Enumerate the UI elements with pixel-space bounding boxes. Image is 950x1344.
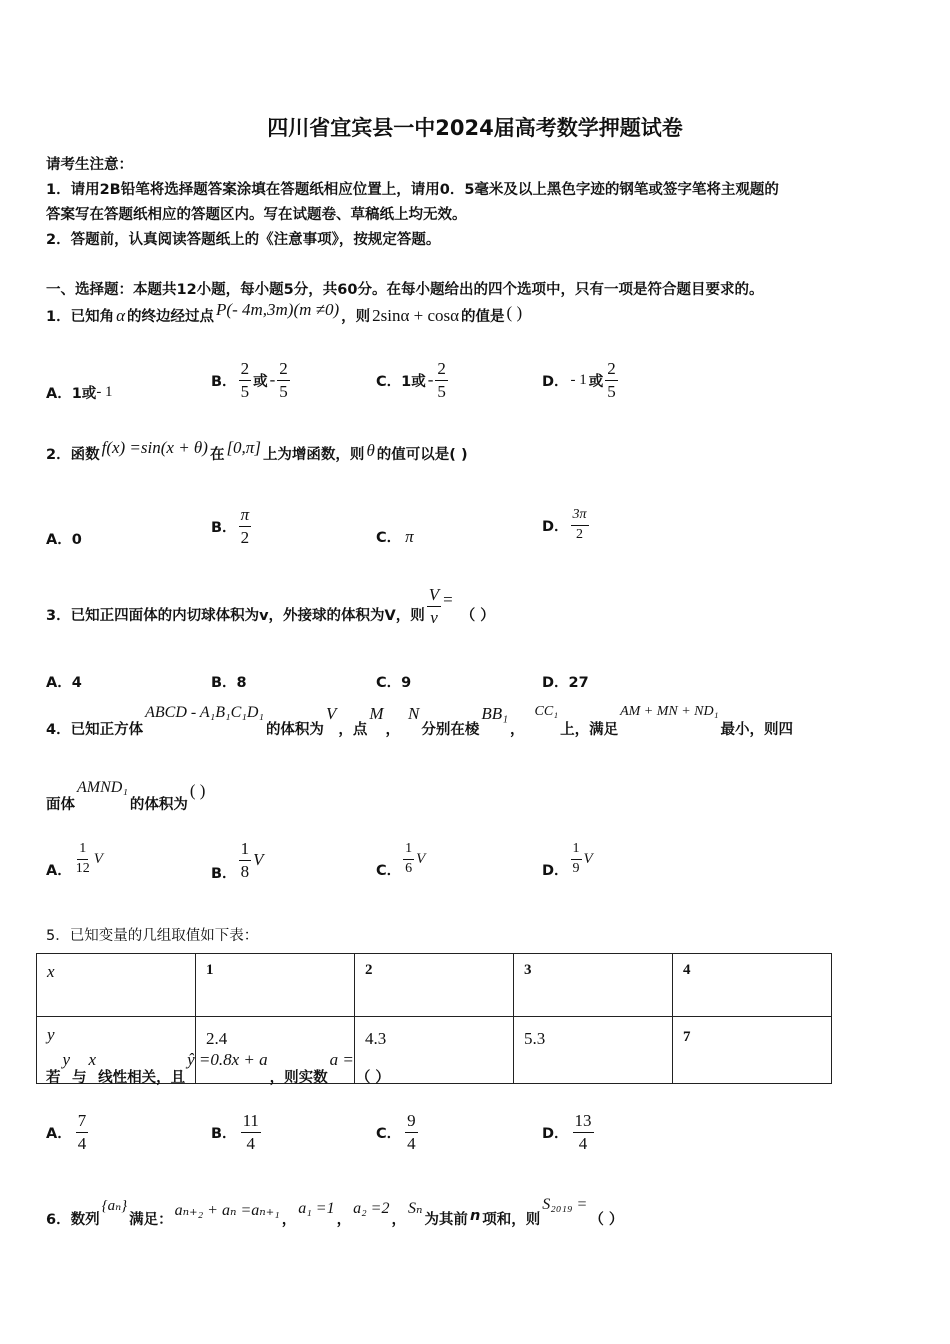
q2-option-b[interactable] [211,506,251,547]
page-title: 四川省宜宾县一中2024届高考数学押题试卷 [267,116,683,140]
q5-option-b[interactable] [211,1112,261,1153]
q1-option-d-label: D． [542,373,569,390]
q1-option-d[interactable] [542,360,618,401]
q4-text-1: 4．已知正方体 [46,722,144,738]
q5-a: a = [329,1050,354,1069]
section-heading: 一、选择题：本题共12小题，每小题5分，共60分。在每小题给出的四个选项中，只有一项是符合题目要求的。 [46,282,764,298]
q4-paren: ( ) [189,781,206,800]
q1-option-c-neg: - [427,370,434,390]
q4-text-8: 最小，则四 [720,722,794,738]
table-cell: 5.3 [514,1017,673,1084]
q5-option-c[interactable] [376,1112,418,1153]
q5-y: y [62,1050,71,1069]
q6-text-2: 满足： [129,1212,173,1228]
q2-option-c-label: C． [376,530,402,546]
q6-comma-3: ， [391,1212,406,1228]
q4-text-4: ， [385,722,400,738]
q5-text-3: 线性相关，且 [98,1070,186,1086]
q2-option-a[interactable]: A．0 [46,532,82,548]
q2-option-d-label: D． [542,518,569,535]
q1-paren: ( ) [506,302,523,322]
q2-text-2: 在 [209,447,225,463]
notice-line-2: 2．答题前，认真阅读答题纸上的《注意事项》，按规定答题。 [46,232,441,248]
q1-text-2: 的终边经过点 [127,309,215,325]
q5-x: x [88,1050,97,1069]
q3-paren: （ ） [460,607,495,624]
q4-option-a[interactable] [46,841,103,879]
q1-alpha: α [116,305,126,325]
q4-option-c-frac: $\frac{1}{6}$ [405,841,413,876]
q5-regression: ŷ =0.8x + a [187,1050,268,1069]
q2-interval: [0,π] [226,437,261,457]
q6-s2019: S₂₀₁₉ = [542,1196,588,1213]
q4-option-c-v: V [416,850,426,867]
q5-option-d-label: D． [542,1125,569,1142]
table-cell: 1 [196,954,355,1017]
q5-option-b-frac: $\frac{11}{4}$ [242,1111,259,1153]
q4-option-d-frac: $\frac{1}{9}$ [572,841,580,876]
q4-option-c[interactable] [376,841,426,879]
q5-option-a-frac: $\frac{7}{4}$ [77,1111,87,1153]
q2-option-c-value: π [405,526,414,546]
q4-text-10: 的体积为 [129,797,188,813]
q4-option-b-label: B． [211,865,237,882]
q1-option-c-label: C．1或 [376,373,426,390]
q3-option-b[interactable]: B．8 [211,675,247,691]
table-row [37,954,832,1017]
q1-option-a-label: A．1或 [46,386,97,402]
q6-sequence: {aₙ} [101,1198,128,1214]
q6-text-4: 项和，则 [482,1212,541,1228]
q6-sn: Sₙ [407,1200,423,1217]
q6-text-1: 6．数列 [46,1212,100,1228]
table-cell: 2.4 [196,1017,355,1084]
q6-comma-1: ， [281,1212,297,1228]
q5-option-d-frac: $\frac{13}{4}$ [574,1111,592,1153]
table-cell: 3 [514,954,673,1017]
q4-text-3: ，点 [338,722,368,738]
q4-text-5: 分别在棱 [421,722,480,738]
q3-option-c[interactable]: C．9 [376,675,412,691]
q1-option-d-or: 或 [588,373,604,390]
q6-text-3: 为其前 [424,1212,468,1228]
q4-option-a-label: A． [46,862,72,879]
q4-option-a-v: V [93,850,103,867]
q6-paren: （ ） [589,1212,624,1228]
q1-option-c[interactable] [376,360,448,401]
question-3-stem [46,586,495,627]
q6-comma-2: ， [336,1212,352,1228]
question-4-stem-line-2 [46,779,205,814]
q4-option-d-label: D． [542,862,569,879]
q6-a1: a₁ =1 [298,1200,335,1217]
q4-option-a-frac: $\frac{1}{12}$ [75,841,90,876]
table-cell: x [37,954,196,1017]
q4-edge-cc1: CC₁ [534,704,559,719]
notice-line-1a: 1．请用2B铅笔将选择题答案涂填在答题纸相应位置上，请用0．5毫米及以上黑色字迹的钢笔或签字笔将主观题的 [46,182,779,198]
q4-sum: AM + MN + ND₁ [620,704,719,719]
q5-option-a[interactable] [46,1112,88,1153]
question-5-stem: 5．已知变量的几组取值如下表： [46,928,259,944]
q3-option-a[interactable]: A．4 [46,675,82,691]
q5-paren: （ ） [355,1070,390,1086]
q4-text-6: ， [510,722,525,738]
q6-a2: a₂ =2 [353,1200,390,1217]
q1-text-3: ，则 [341,309,371,325]
q3-option-d[interactable]: D．27 [542,675,589,691]
q4-edge-bb1: BB₁ [481,704,509,723]
q2-option-d[interactable] [542,508,589,542]
q3-text: 3．已知正四面体的内切球体积为v，外接球的体积为V，则 [46,607,425,624]
q1-option-d-frac: $\frac{2}{5}$ [607,359,616,401]
q2-option-b-label: B． [211,519,237,536]
q5-option-d[interactable] [542,1112,594,1153]
q2-option-d-frac: $\frac{3\pi}{2}$ [572,507,587,542]
q4-text-9: 面体 [46,797,75,813]
q1-text-4: 的值是 [461,309,505,325]
q5-option-a-label: A． [46,1125,72,1142]
question-1-stem [46,299,523,326]
q4-point-n: N [408,704,420,723]
q2-option-c[interactable] [376,526,414,547]
table-cell: 2 [355,954,514,1017]
table-cell: 4.3 [355,1017,514,1084]
notice-line-1b: 答案写在答题纸相应的答题区内。写在试题卷、草稿纸上均无效。 [46,207,467,223]
q4-cube: ABCD - A₁B₁C₁D₁ [145,704,264,721]
table-cell: 7 [673,1017,832,1084]
question-2-stem [46,437,468,464]
q4-point-m: M [369,704,384,723]
q2-theta: θ [366,440,375,460]
q2-option-b-frac: $\frac{\pi}{2}$ [240,505,250,547]
q2-text-4: 的值可以是( ) [376,447,468,463]
q3-equals: = [443,590,453,610]
q1-option-b-label: B． [211,373,237,390]
q4-option-d[interactable] [542,841,593,879]
q6-n: n [469,1208,481,1224]
question-4-stem [46,704,793,739]
q1-option-b-frac-1: $\frac{2}{5}$ [240,359,250,401]
notice-heading: 请考生注意： [46,157,133,173]
q1-option-b-or: 或 [253,373,268,390]
q5-text-1: 若 [46,1070,61,1086]
table-cell: y [37,1017,196,1084]
q1-text-1: 1．已知角 [46,309,115,325]
q1-option-a[interactable] [46,382,113,403]
q5-option-c-label: C． [376,1125,402,1142]
q4-option-b[interactable] [211,840,263,881]
q4-option-b-frac: $\frac{1}{8}$ [240,839,250,881]
table-cell: 4 [673,954,832,1017]
q2-text-1: 2．函数 [46,447,100,463]
q1-expression: 2sinα + cosα [372,305,460,325]
q1-option-a-value: - 1 [96,384,113,400]
q3-fraction: $\frac{V}{v}$ [428,585,440,627]
q2-text-3: 上为增函数，则 [262,447,365,463]
q4-tetrahedron: AMND₁ [77,779,128,796]
q5-text-4: ，则实数 [269,1070,328,1086]
q4-text-7: 上，满足 [560,722,619,738]
q1-option-b-frac-2: $\frac{2}{5}$ [279,359,288,401]
q1-option-d-value: - 1 [570,371,587,388]
q2-function: f(x) =sin(x + θ) [101,437,208,457]
q5-option-b-label: B． [211,1125,237,1142]
question-6-stem [46,1196,623,1229]
q4-option-d-v: V [583,850,593,867]
q5-option-c-frac: $\frac{9}{4}$ [407,1111,416,1153]
q1-option-c-frac: $\frac{2}{5}$ [437,359,446,401]
q4-text-2: 的体积为 [265,722,324,738]
q1-point: P(- 4m,3m)(m ≠0) [216,299,340,319]
q5-text-2: 与 [72,1070,87,1086]
q1-option-b[interactable] [211,360,290,401]
q4-option-c-label: C． [376,862,402,879]
q1-option-b-neg: - [269,370,276,390]
q6-recurrence: aₙ₊₂ + aₙ =aₙ₊₁ [174,1202,280,1219]
q4-option-b-v: V [253,850,264,870]
question-5-condition [46,1050,390,1087]
q4-volume: V [325,704,337,723]
